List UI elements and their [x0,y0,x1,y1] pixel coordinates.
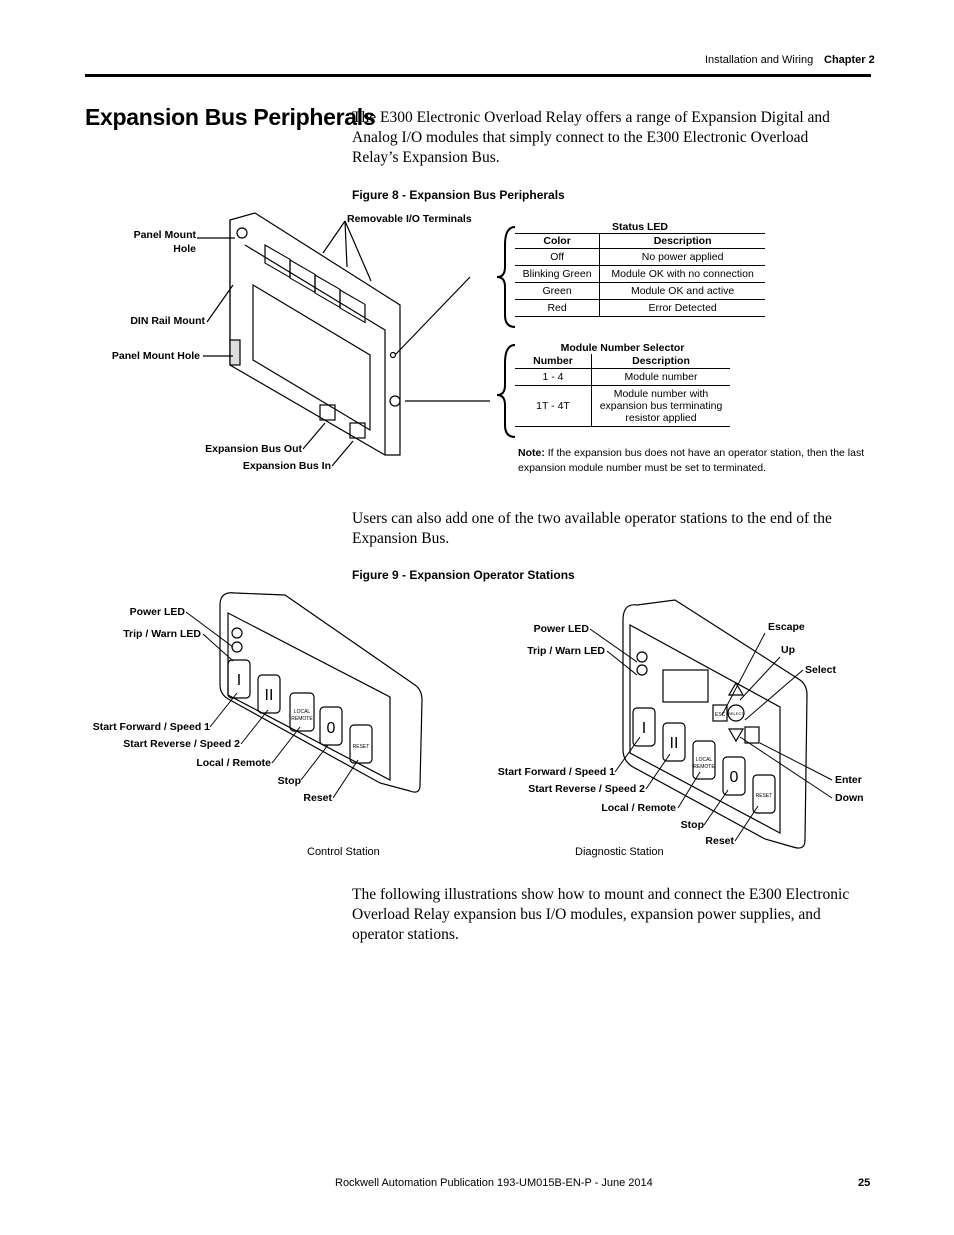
label-panel-mount-hole-bottom: Panel Mount Hole [111,350,200,362]
module-number: 1 - 4 [515,369,592,386]
intro-paragraph: The E300 Electronic Overload Relay offers a range of Expansion Digital and Analog I/O modules that simply connect to the E300 Electronic Overload Relay’s Expansion Bus. [352,109,830,166]
diag-label-start-forward: Start Forward / Speed 1 [497,766,615,778]
module-description: Module number [592,369,731,386]
table-row [515,386,730,427]
label-bus-out: Expansion Bus Out [205,443,302,455]
control-local-glyph: LOCAL [293,709,311,715]
label-panel-mount-hole-top: Panel Mount Hole [133,229,196,255]
diagnostic-station-caption: Diagnostic Station [575,846,664,858]
control-label-stop: Stop [277,775,301,787]
closing-paragraph: The following illustrations show how to mount and connect the E300 Electronic Overload Relay expansion bus I/O modules, expansion power supplies, and operator stations. [352,886,850,943]
module-selector-table [515,354,730,427]
diag-label-enter: Enter [835,774,862,786]
status-led-table [515,233,765,317]
footer-page-number: 25 [858,1177,871,1189]
module-selector-header-description: Description [592,354,731,369]
diag-label-up: Up [781,644,795,656]
diag-stop-glyph: 0 [729,769,739,786]
note-text: If the expansion bus does not have an operator station, then the last expansion module number must be set to terminated. [518,447,865,474]
table-row [515,266,765,283]
note-label: Note: [518,447,545,459]
control-label-trip-warn-led: Trip / Warn LED [123,628,201,640]
diag-label-reset: Reset [705,835,734,847]
diag-reset-glyph: RESET [755,793,773,799]
status-led-header-color: Color [515,234,600,249]
diag-label-escape: Escape [768,621,805,633]
figure8-note [518,446,873,476]
header-section: Installation and Wiring [705,54,814,66]
module-selector-header-number: Number [515,354,592,369]
header-rule [85,74,871,77]
status-led-description: Error Detected [600,300,765,317]
operator-station-paragraph: Users can also add one of the two available operator stations to the end of the Expansion Bus. [352,510,832,547]
control-label-local-remote: Local / Remote [196,757,271,769]
status-led-color: Off [515,249,600,266]
table-row [515,369,730,386]
control-label-start-reverse: Start Reverse / Speed 2 [123,738,240,750]
label-din-rail: DIN Rail Mount [130,315,205,327]
status-led-color: Red [515,300,600,317]
header-chapter: Chapter 2 [824,54,875,66]
diag-label-trip-warn-led: Trip / Warn LED [527,645,605,657]
diag-start1-glyph: I [641,720,647,737]
status-led-description: No power applied [600,249,765,266]
control-start2-glyph: II [264,687,274,704]
status-led-table-block [515,221,765,317]
status-led-header-description: Description [600,234,765,249]
module-number: 1T - 4T [515,386,592,427]
diag-label-start-reverse: Start Reverse / Speed 2 [528,783,645,795]
status-led-color: Green [515,283,600,300]
status-led-color: Blinking Green [515,266,600,283]
control-remote-glyph: REMOTE [291,716,313,722]
label-bus-in: Expansion Bus In [242,460,331,472]
control-label-start-forward: Start Forward / Speed 1 [92,721,210,733]
diag-label-stop: Stop [680,819,704,831]
footer-publication: Rockwell Automation Publication 193-UM015B-EN-P - June 2014 [335,1177,653,1189]
status-led-description: Module OK and active [600,283,765,300]
control-stop-glyph: 0 [326,720,336,737]
status-led-title: Status LED [611,221,668,233]
diag-start2-glyph: II [669,735,679,752]
control-start1-glyph: I [236,672,242,689]
diag-select-glyph: SELECT [728,711,744,716]
label-removable-io: Removable I/O Terminals [347,213,472,225]
diag-label-down: Down [835,792,864,804]
module-description: Module number with expansion bus terminating resistor applied [592,386,731,427]
module-selector-title: Module Number Selector [560,342,685,354]
table-row [515,283,765,300]
control-reset-glyph: RESET [352,744,370,750]
diag-label-power-led: Power LED [533,623,589,635]
status-led-description: Module OK with no connection [600,266,765,283]
diag-esc-glyph: ESC [714,712,726,718]
table-row [515,249,765,266]
diag-label-select: Select [805,664,836,676]
control-station-caption: Control Station [307,846,380,858]
diag-local-glyph: LOCAL [695,757,713,763]
figure8-caption: Figure 8 - Expansion Bus Peripherals [352,188,565,202]
figure9-caption: Figure 9 - Expansion Operator Stations [352,568,575,582]
table-row [515,300,765,317]
page-title: Expansion Bus Peripherals [85,104,376,130]
module-selector-table-block [515,342,730,427]
control-label-power-led: Power LED [129,606,185,618]
diag-label-local-remote: Local / Remote [601,802,676,814]
diag-remote-glyph: REMOTE [693,764,715,770]
control-label-reset: Reset [303,792,332,804]
